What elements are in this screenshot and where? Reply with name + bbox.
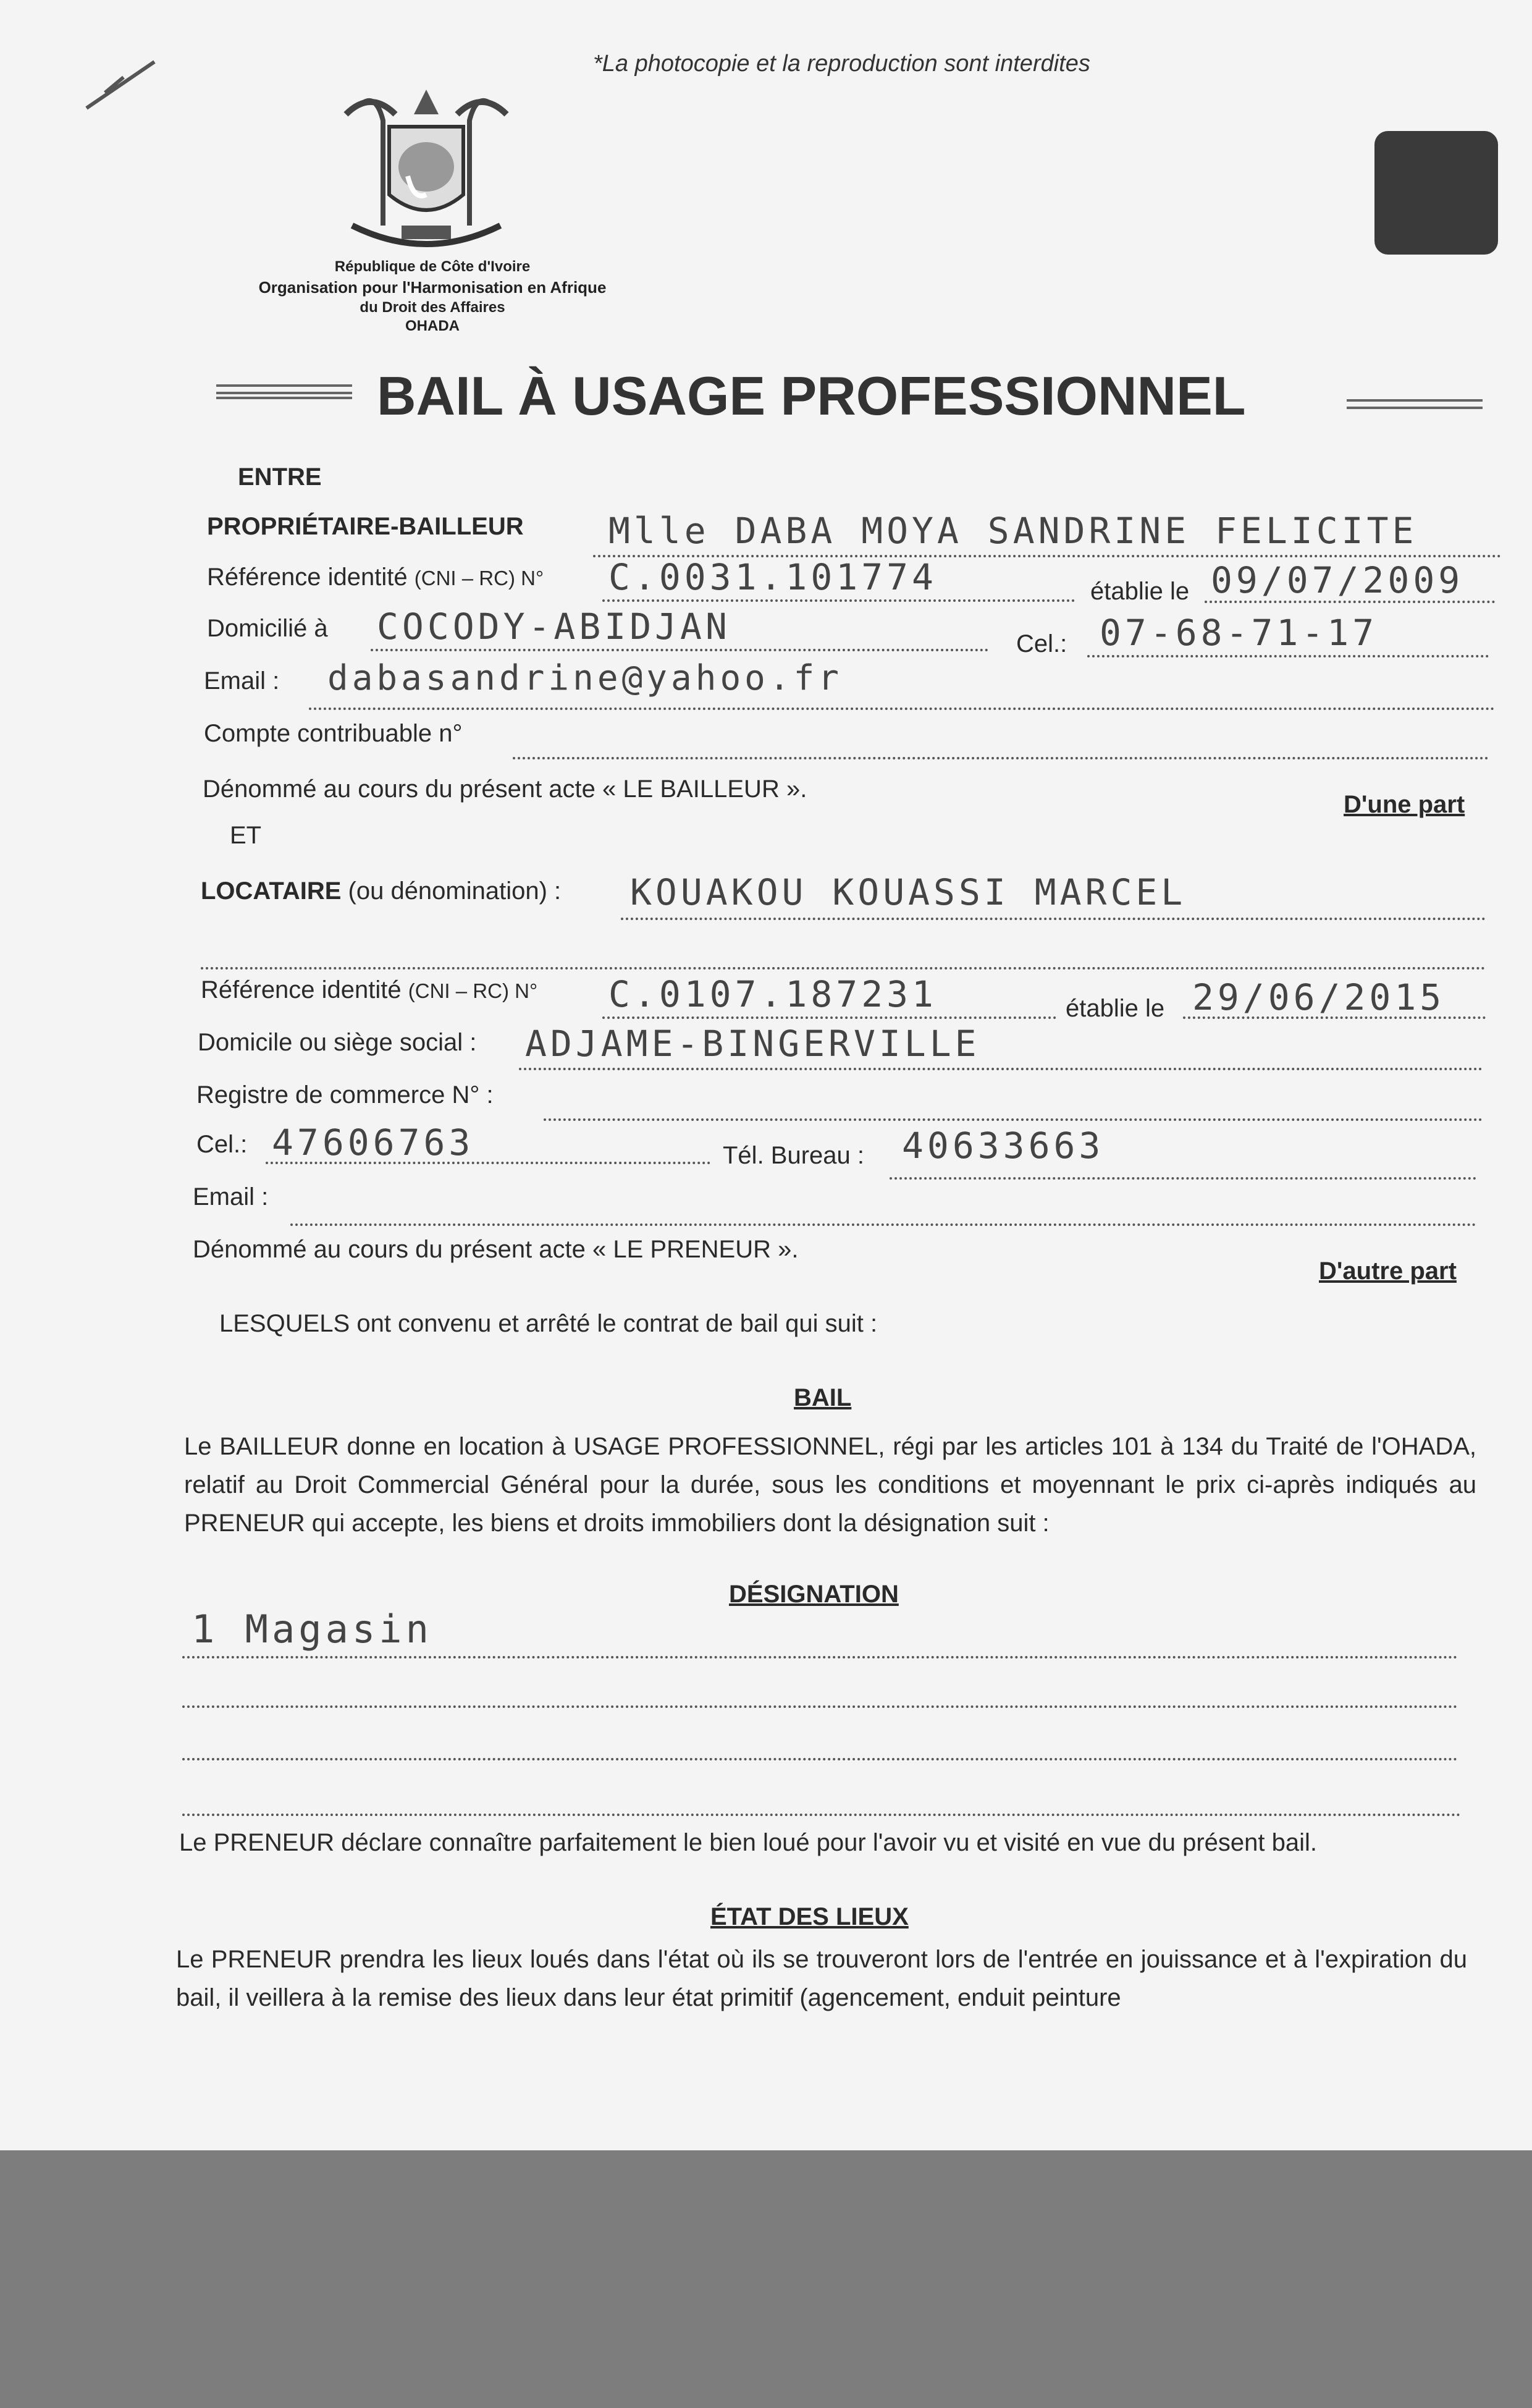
designation-line-4 — [182, 1814, 1461, 1816]
etat-heading: ÉTAT DES LIEUX — [710, 1903, 909, 1930]
bailleur-ref-value: C.0031.101774 — [608, 556, 937, 598]
designation-line-1 — [182, 1656, 1458, 1658]
bailleur-compte-label: Compte contribuable n° — [204, 720, 463, 747]
org-line-2: du Droit des Affaires — [360, 299, 505, 316]
et-label: ET — [230, 822, 262, 849]
stamp-icon — [1374, 131, 1498, 255]
bailleur-etablie-label: établie le — [1090, 578, 1190, 605]
bailleur-domicile-value: COCODY-ABIDJAN — [377, 606, 731, 648]
bailleur-ref-label: Référence identité (CNI – RC) N° — [207, 564, 544, 591]
locataire-registre-line — [544, 1118, 1483, 1121]
title-rule-right — [1347, 399, 1483, 409]
locataire-cel-value: 47606763 — [272, 1122, 474, 1164]
designation-text: Le PRENEUR déclare connaître parfaitement le bien loué pour l'avoir vu et visité en vue du présent bail. — [179, 1829, 1317, 1856]
bailleur-email-value: dabasandrine@yahoo.fr — [327, 658, 843, 698]
locataire-ref-label: Référence identité (CNI – RC) N° — [201, 976, 538, 1003]
org-line-3: OHADA — [405, 318, 460, 334]
locataire-domicile-value: ADJAME-BINGERVILLE — [525, 1023, 980, 1065]
locataire-label: LOCATAIRE (ou dénomination) : — [201, 877, 562, 905]
bailleur-domicile-line — [371, 649, 988, 651]
bailleur-name-value: Mlle DABA MOYA SANDRINE FELICITE — [608, 510, 1418, 552]
bail-text: Le BAILLEUR donne en location à USAGE PROFESSIONNEL, régi par les articles 101 à 134 du Traité de l'OHADA, relatif au Droit Commercial Général pour la durée, sous les conditions et moyennant le prix ci-après indiqués au PRENEUR qui accepte, les biens et droits immobiliers dont la désignation suit : — [184, 1433, 1476, 1537]
locataire-domicile-label: Domicile ou siège social : — [198, 1029, 477, 1056]
bailleur-email-line — [309, 708, 1495, 710]
country-name: République de Côte d'Ivoire — [334, 258, 531, 275]
locataire-denomme: Dénommé au cours du présent acte « LE PRENEUR ». — [193, 1236, 799, 1263]
bailleur-cel-line — [1087, 655, 1489, 657]
notice-text: *La photocopie et la reproduction sont interdites — [593, 51, 1090, 77]
document-title: BAIL À USAGE PROFESSIONNEL — [377, 365, 1246, 426]
lesquels-text: LESQUELS ont convenu et arrêté le contrat de bail qui suit : — [219, 1310, 878, 1337]
designation-value: 1 Magasin — [192, 1607, 432, 1652]
locataire-ref-line — [602, 1016, 1056, 1019]
designation-line-2 — [182, 1705, 1458, 1708]
locataire-ref-value: C.0107.187231 — [608, 973, 937, 1015]
locataire-tel-line — [890, 1177, 1476, 1180]
locataire-registre-label: Registre de commerce N° : — [196, 1081, 494, 1109]
title-rule-left — [216, 384, 352, 394]
etat-text: Le PRENEUR prendra les lieux loués dans l'état où ils se trouveront lors de l'entrée en jouissance et à l'expiration du bail, il veillera à la remise des lieux dans leur état primitif (agencement, enduit peinture — [176, 1946, 1467, 2011]
bailleur-etablie-value: 09/07/2009 — [1211, 559, 1464, 601]
bailleur-denomme: Dénommé au cours du présent acte « LE BAILLEUR ». — [203, 775, 807, 803]
locataire-email-line — [290, 1223, 1476, 1226]
bailleur-compte-line — [513, 757, 1489, 759]
designation-heading: DÉSIGNATION — [729, 1581, 899, 1608]
bailleur-domicile-label: Domicilié à — [207, 615, 328, 642]
bailleur-cel-label: Cel.: — [1016, 630, 1067, 657]
bailleur-ref-line — [602, 599, 1075, 602]
locataire-domicile-line — [519, 1068, 1483, 1070]
locataire-name-value: KOUAKOU KOUASSI MARCEL — [630, 871, 1187, 913]
coat-of-arms-icon — [321, 77, 531, 256]
bailleur-cel-value: 07-68-71-17 — [1100, 612, 1378, 654]
locataire-cel-label: Cel.: — [196, 1131, 248, 1158]
designation-line-3 — [182, 1758, 1458, 1760]
bailleur-part: D'une part — [1344, 791, 1465, 818]
locataire-name-line — [621, 918, 1486, 920]
title-rule-left-2 — [216, 397, 352, 399]
bail-heading: BAIL — [794, 1384, 852, 1411]
bailleur-label: PROPRIÉTAIRE-BAILLEUR — [207, 513, 524, 540]
pen-mark-icon — [80, 49, 167, 117]
locataire-tel-label: Tél. Bureau : — [723, 1142, 865, 1169]
bailleur-email-label: Email : — [204, 667, 280, 695]
locataire-etablie-label: établie le — [1066, 995, 1165, 1022]
org-line-1: Organisation pour l'Harmonisation en Afrique — [258, 278, 607, 297]
locataire-tel-value: 40633663 — [902, 1125, 1105, 1167]
locataire-email-label: Email : — [193, 1183, 269, 1210]
locataire-name-line-2 — [201, 967, 1486, 970]
locataire-etablie-value: 29/06/2015 — [1192, 976, 1446, 1018]
entre-label: ENTRE — [238, 463, 322, 491]
locataire-part: D'autre part — [1319, 1257, 1457, 1285]
